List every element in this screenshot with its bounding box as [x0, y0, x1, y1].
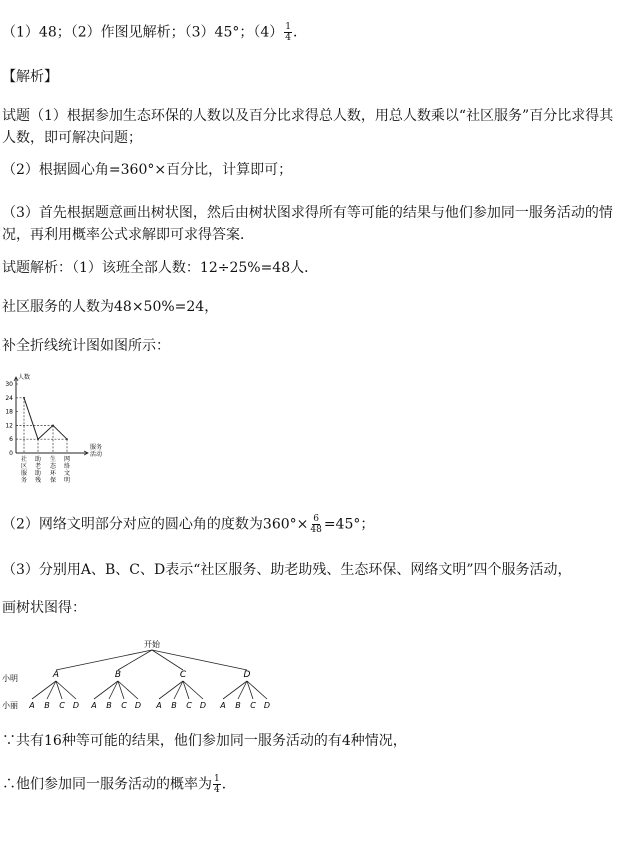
tree-level-1-node: C	[179, 670, 187, 680]
tree-branch	[223, 681, 247, 699]
tree-level-2-node: C	[250, 701, 256, 710]
solution-line-6: 画树状图得：	[2, 600, 86, 616]
tree-level-2-node: B	[44, 701, 50, 710]
solution-line-5: （3）分别用A、B、C、D表示“社区服务、助老助残、生态环保、网络文明”四个服务活动，	[2, 562, 572, 578]
series-line	[24, 398, 67, 439]
y-axis-label: 人数	[18, 374, 31, 381]
hint-paragraph-3: （3）首先根据题意画出树状图，然后由树状图求得所有等可能的结果与他们参加同一服务活动的情况，再利用概率公式求解即可求得答案．	[2, 205, 613, 243]
hint-paragraph-2: （2）根据圆心角=360°×百分比，计算即可；	[2, 162, 293, 178]
tree-branch	[152, 650, 247, 670]
tree-level-2-node: B	[171, 701, 177, 710]
tree-branch	[118, 650, 152, 670]
tree-level-2-node: D	[263, 701, 271, 710]
tree-level-2-node: C	[121, 701, 127, 710]
data-point	[23, 397, 25, 399]
y-tick-label: 30	[5, 381, 13, 388]
tree-level-2-node: B	[106, 701, 112, 710]
analysis-heading: 【解析】	[2, 69, 58, 85]
tree-level-2-node: A	[29, 701, 35, 710]
y-tick-label: 18	[5, 408, 13, 416]
y-tick-label: 12	[5, 422, 13, 430]
solution-line-8-text: ∴他们参加同一服务活动的概率为	[2, 776, 212, 793]
tree-level-2-node: D	[72, 701, 80, 710]
data-point	[52, 425, 54, 427]
probability-fraction	[213, 774, 221, 795]
tree-branch	[47, 681, 56, 699]
solution-line-1: 试题解析：（1）该班全部人数：12÷25%=48人．	[2, 260, 319, 276]
fraction-denominator: 4	[214, 785, 220, 795]
solution-line-4-text: （2）网络文明部分对应的圆心角的度数为360°×	[2, 516, 309, 533]
fraction-numerator: 1	[285, 22, 291, 32]
fraction-numerator: 6	[313, 514, 319, 524]
solution-line-7: ∵共有16种等可能的结果，他们参加同一服务活动的有4种情况，	[2, 733, 407, 749]
data-point	[66, 438, 68, 440]
tree-branch	[94, 681, 118, 699]
solution-line-2: 社区服务的人数为48×50%=24，	[2, 299, 219, 315]
answer-text: （1）48；（2）作图见解析；（3）45°；（4）	[2, 24, 284, 41]
y-tick-label: 0	[9, 450, 13, 457]
tree-level-2-node: B	[235, 701, 241, 710]
tree-branch	[56, 650, 152, 670]
solution-line-3: 补全折线统计图如图所示：	[2, 338, 170, 354]
central-angle-fraction	[309, 514, 322, 535]
x-tick-label: 助老助残	[34, 456, 42, 484]
x-axis-label: 服务活动	[89, 444, 103, 458]
tree-level-1-node: B	[114, 670, 122, 680]
fraction-denominator: 4	[285, 33, 291, 43]
tree-branch	[32, 681, 56, 699]
answer-line	[2, 22, 622, 44]
tree-level-2-node: A	[91, 701, 97, 710]
y-tick-label: 6	[9, 436, 13, 444]
fraction-denominator: 48	[310, 525, 322, 535]
x-tick-label: 生态环保	[49, 456, 57, 484]
tree-branch	[159, 681, 183, 699]
solution-line-8-suffix: ．	[221, 776, 236, 793]
tree-branch	[174, 681, 183, 699]
fraction-numerator: 1	[214, 774, 220, 784]
line-chart-svg	[0, 370, 120, 495]
tree-level-2-node: D	[134, 701, 142, 710]
tree-level-2-node: C	[186, 701, 192, 710]
tree-branch	[109, 681, 118, 699]
tree-level-2-node: A	[220, 701, 226, 710]
tree-level-1-node: A	[52, 670, 60, 680]
tree-diagram	[0, 636, 280, 716]
tree-level-1-node: D	[243, 670, 251, 680]
tree-level-2-node: C	[59, 701, 65, 710]
solution-line-4	[2, 514, 622, 536]
hint-paragraph-1: 试题（1）根据参加生态环保的人数以及百分比求得总人数，用总人数乘以“社区服务”百分比求得其人数，即可解决问题；	[2, 108, 614, 146]
answer-suffix: ．	[293, 24, 307, 41]
solution-line-4-suffix: =45°；	[323, 516, 375, 533]
line-chart	[0, 370, 120, 495]
tree-root-label: 开始	[144, 640, 160, 649]
tree-level-2-node: A	[156, 701, 162, 710]
tree-level-1-label: 小明	[2, 674, 18, 683]
solution-line-8	[2, 774, 622, 796]
x-tick-label: 社区服务	[20, 456, 28, 484]
y-tick-label: 24	[5, 394, 13, 402]
tree-level-2-node: D	[199, 701, 207, 710]
tree-diagram-svg	[0, 636, 280, 716]
tree-level-2-label: 小丽	[2, 701, 18, 710]
tree-branch	[238, 681, 247, 699]
x-tick-label: 网络文明	[63, 456, 71, 484]
data-point	[37, 438, 39, 440]
answer-fraction	[284, 22, 292, 43]
